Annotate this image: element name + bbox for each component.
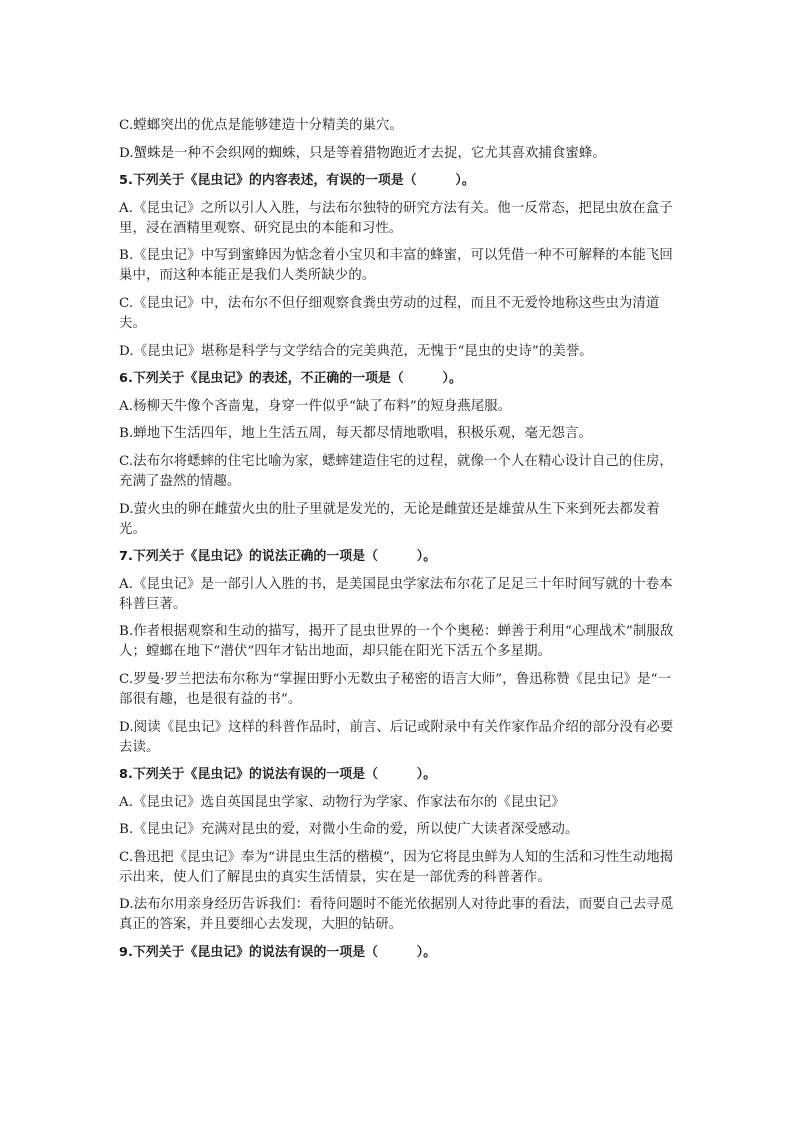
- question-8-option-c: C.鲁迅把《昆虫记》奉为“讲昆虫生活的楷模”，因为它将昆虫鲜为人知的生活和习性生动地揭示出来，使人们了解昆虫的真实生活情景，实在是一部优秀的科普著作。: [119, 849, 674, 885]
- question-8-option-a: A.《昆虫记》选自英国昆虫学家、动物行为学家、作家法布尔的《昆虫记》: [119, 794, 565, 810]
- question-7-option-c: C.罗曼·罗兰把法布尔称为“掌握田野小无数虫子秘密的语言大师”，鲁迅称赞《昆虫记》是“一部很有趣，也是很有益的书”。: [119, 671, 672, 707]
- option-c-mantis: C.螳螂突出的优点是能够建造十分精美的巢穴。: [119, 118, 404, 133]
- question-9: 9.下列关于《昆虫记》的说法有误的一项是（ ）。: [119, 945, 437, 961]
- question-8: 8.下列关于《昆虫记》的说法有误的一项是（ ）。: [119, 767, 437, 783]
- question-8-option-b: B.《昆虫记》充满对昆虫的爱，对微小生命的爱，所以使广大读者深受感动。: [119, 822, 579, 838]
- question-5: 5.下列关于《昆虫记》的内容表述，有误的一项是（ ）。: [119, 173, 475, 189]
- question-6-option-d: D.萤火虫的卵在雌萤火虫的肚子里就是发光的，无论是雌萤还是雄萤从生下来到死去都发着光。: [119, 501, 660, 537]
- question-5-option-d: D.《昆虫记》堪称是科学与文学结合的完美典范，无愧于“昆虫的史诗”的美誉。: [119, 343, 593, 359]
- option-d-crab-spider: D.蟹蛛是一种不会织网的蜘蛛，只是等着猎物跑近才去捉，它尤其喜欢捕食蜜蜂。: [119, 145, 606, 161]
- question-6-option-b: B.蝉地下生活四年，地上生活五周，每天都尽情地歌唱，积极乐观，毫无怨言。: [119, 426, 592, 442]
- question-5-option-c: C.《昆虫记》中，法布尔不但仔细观察食粪虫劳动的过程，而且不无爱怜地称这些虫为清道夫。: [119, 295, 660, 331]
- question-7-option-d: D.阅读《昆虫记》这样的科普作品时，前言、后记或附录中有关作家作品介绍的部分没有必要去读。: [119, 719, 674, 755]
- question-7: 7.下列关于《昆虫记》的说法正确的一项是（ ）。: [119, 549, 437, 565]
- question-5-option-a: A.《昆虫记》之所以引人入胜，与法布尔独特的研究方法有关。他一反常态，把昆虫放在盒子里，浸在酒精里观察、研究昆虫的本能和习性。: [119, 200, 673, 236]
- document-body: [119, 116, 679, 971]
- question-7-option-b: B.作者根据观察和生动的描写，揭开了昆虫世界的一个个奥秘：蝉善于利用“心理战术”制服敌人；螳螂在地下“潜伏”四年才钻出地面，却只能在阳光下活五个多星期。: [119, 624, 674, 660]
- question-8-option-d: D.法布尔用亲身经历告诉我们：看待问题时不能光依据别人对待此事的看法，而要自己去寻觅真正的答案，并且要细心去发现，大胆的钻研。: [119, 897, 674, 933]
- question-6-option-a: A.杨柳天牛像个吝啬鬼，身穿一件似乎“缺了布料”的短身燕尾服。: [119, 398, 512, 414]
- question-6: 6.下列关于《昆虫记》的表述，不正确的一项是（ ）。: [119, 371, 462, 387]
- question-7-option-a: A.《昆虫记》是一部引人入胜的书，是美国昆虫学家法布尔花了足足三十年时间写就的十卷本科普巨著。: [119, 576, 673, 612]
- question-6-option-c: C.法布尔将蟋蟀的住宅比喻为家，蟋蟀建造住宅的过程，就像一个人在精心设计自己的住房，充满了盎然的情趣。: [119, 453, 673, 489]
- question-5-option-b: B.《昆虫记》中写到蜜蜂因为惦念着小宝贝和丰富的蜂蜜，可以凭借一种不可解释的本能飞回巢中，而这种本能正是我们人类所缺少的。: [119, 248, 673, 284]
